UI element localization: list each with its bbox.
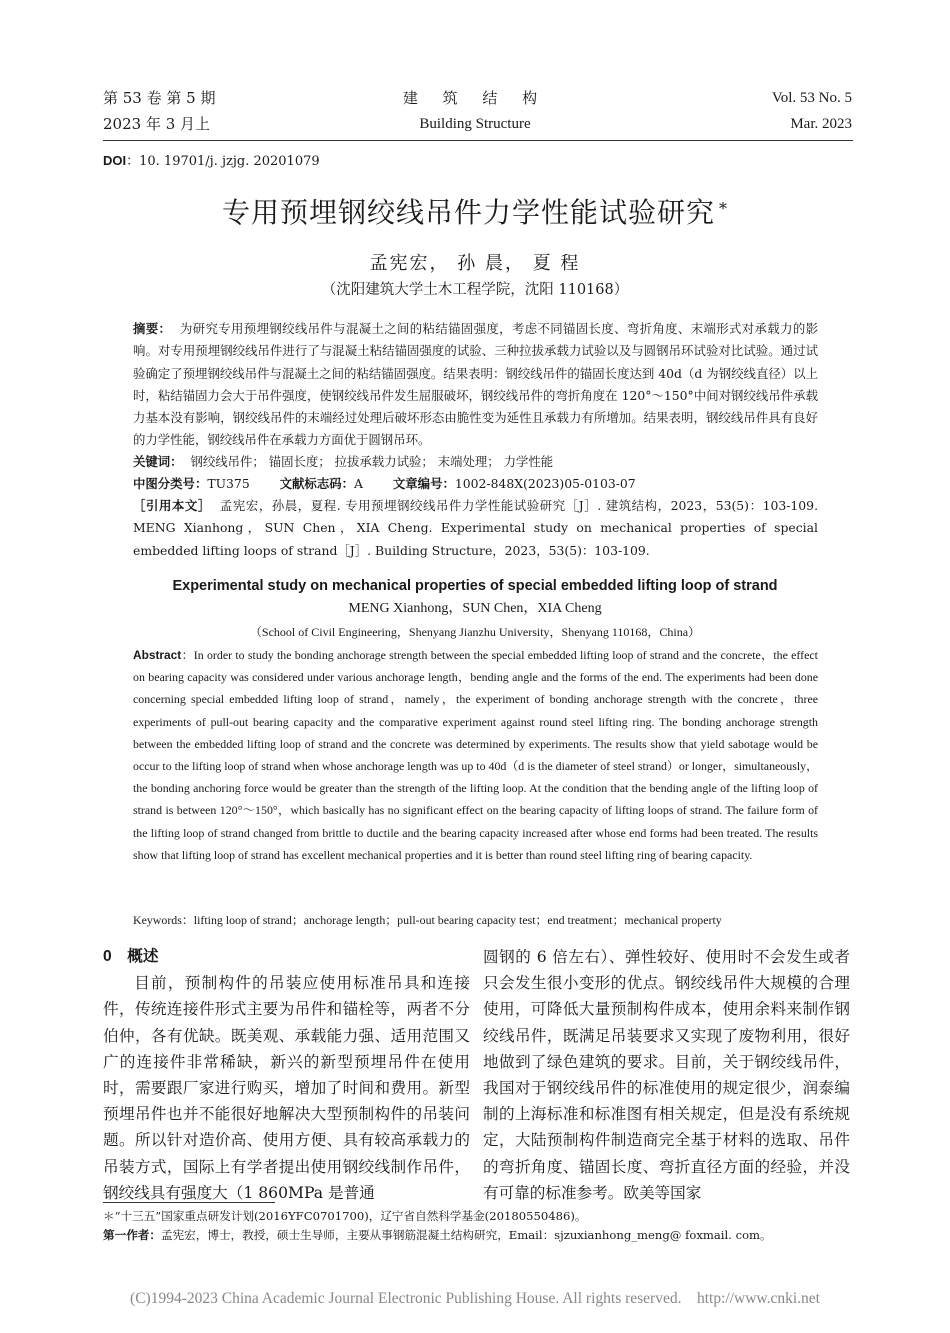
issue-date: 2023 年 3 月上 [103, 115, 211, 133]
keywords-zh-label: 关键词： [133, 455, 183, 469]
copyright-footer: (C)1994-2023 China Academic Journal Electronic Publishing House. All rights reserved. http://www.cnki.net [130, 1290, 820, 1307]
first-author-footnote [103, 1226, 863, 1245]
abstract-en-text: ：In order to study the bonding anchorage strength between the special embedded lifting loop of strand and the concrete，the effect on bearing capacity was considered under various anchorage length，bending angle and the forms of the end. The experiments had been done concerning special embedded lifting loop of strand，namely，the experiment of bonding anchorage strength with the concrete，three experiments of pull-out bearing capacity and the comparative experiment against round steel lifting ring. The bonding anchorage strength between the embedded lifting loop of strand and the concrete was determined by experiments. The results show that yield sabotage would be occur to the lifting loop of strand when whose anchorage length was up to 40d（d is the diameter of steel strand）or longer，simultaneously，the bonding anchoring force would be greater than the strength of the lifting loop. At the condition that the bending angle of the lifting loop of strand is between 120°～150°，which basically has no significant effect on the bearing capacity of lifting loops of strand. The failure form of the lifting loop of strand changed from brittle to ductile and the bearing capacity increased after whose end forms had been treated. The results show that lifting loop of strand has excellent mechanical properties and it is better than round steel lifting ring of bearing capacity. [133, 648, 818, 862]
classification [133, 474, 823, 494]
abstract-en [133, 644, 818, 866]
section-heading: 0 概述 [103, 948, 159, 965]
affiliation: （沈阳建筑大学土木工程学院，沈阳 110168） [321, 282, 629, 298]
article-number-label: 文章编号： [392, 477, 455, 491]
body-column-left [103, 944, 470, 1206]
clc-value: TU375 [207, 476, 250, 491]
first-author-label: 第一作者： [103, 1229, 161, 1242]
volume-issue: 第 53 卷 第 5 期 [103, 89, 216, 107]
citation [133, 495, 818, 562]
english-authors: MENG Xianhong，SUN Chen，XIA Cheng [348, 601, 602, 616]
title-footnote-mark: * [719, 199, 728, 218]
header-rule [103, 140, 853, 141]
article-number-value: 1002-848X(2023)05-0103-07 [454, 476, 636, 491]
fund-footnote: ＊“十三五”国家重点研发计划(2016YFC0701700)，辽宁省自然科学基金(20180550486)。 [103, 1209, 587, 1223]
body-paragraph-right: 圆钢的 6 倍左右）、弹性较好、使用时不会发生或者只会发生很小变形的优点。钢绞线吊件大规模的合理使用，可降低大量预制构件成本，使用余料来制作钢绞线吊件，既满足吊装要求又实现了废物利用，很好地做到了绿色建筑的要求。目前，关于钢绞线吊件，我国对于钢绞线吊件的标准使用的规定很少，润泰编制的上海标准和标准图有相关规定，但是没有系统规定，大陆预制构件制造商完全基于材料的选取、吊件的弯折角度、锚固长度、弯折直径方面的经验，并没有可靠的标准参考。欧美等国家 [483, 948, 850, 1202]
date-en: Mar. 2023 [790, 116, 852, 132]
paper-title-text: 专用预埋钢绞线吊件力学性能试验研究 [221, 196, 715, 229]
abstract-zh-label: 摘要： [133, 322, 172, 336]
journal-volume-en [772, 88, 852, 134]
doc-code-value: A [354, 476, 363, 491]
doi-value: ：10. 19701/j. jzjg. 20201079 [126, 154, 320, 169]
english-affiliation: （School of Civil Engineering，Shenyang Jianzhu University，Shenyang 110168，China） [249, 625, 701, 639]
abstract-zh [133, 318, 818, 452]
abstract-zh-text: 为研究专用预埋钢绞线吊件与混凝土之间的粘结锚固强度，考虑不同锚固长度、弯折角度、末端形式对承载力的影响。对专用预埋钢绞线吊件进行了与混凝土粘结锚固强度的试验、三种拉拔承载力试验以及与圆钢吊环试验对比试验。通过试验确定了预埋钢绞线吊件与混凝土之间的粘结锚固强度。结果表明：钢绞线吊件的锚固长度达到 40d（d 为钢绞线直径）以上时，粘结锚固力会大于吊件强度，使钢绞线吊件发生屈服破坏，钢绞线吊件的弯折角度在 120°～150°中间对钢绞线吊件承载力基本没有影响，钢绞线吊件的末端经过处理后破坏形态由脆性变为延性且承载力有所增加。结果表明，钢绞线吊件具有良好的力学性能，钢绞线吊件在承载力方面优于圆钢吊环。 [133, 321, 819, 448]
authors: 孟宪宏， 孙 晨， 夏 程 [369, 253, 581, 274]
journal-name-en: Building Structure [419, 116, 531, 132]
keywords-en-text: ：lifting loop of strand；anchorage length；pull-out bearing capacity test；end treatment；mechanical property [181, 913, 722, 927]
keywords-zh-text: 钢绞线吊件； 锚固长度； 拉拔承载力试验； 末端处理； 力学性能 [190, 454, 554, 469]
footnote-rule [103, 1202, 275, 1203]
keywords-zh [133, 452, 823, 472]
abstract-en-label: Abstract [133, 648, 182, 662]
keywords-en [133, 910, 833, 930]
english-title: Experimental study on mechanical properties of special embedded lifting loop of strand [172, 578, 778, 594]
doi [103, 152, 320, 171]
citation-label: ［引用本文］ [133, 499, 211, 513]
body-paragraph-left: 目前，预制构件的吊装应使用标准吊具和连接件，传统连接件形式主要为吊件和锚栓等，两者不分伯仲，各有优缺。既美观、承载能力强、适用范围又广的连接件非常稀缺，新兴的新型预埋吊件在使用时，需要跟厂家进行购买，增加了时间和费用。新型预埋吊件也并不能很好地解决大型预制构件的吊装问题。所以针对造价高、使用方便、具有较高承载力的吊装方式，国际上有学者提出使用钢绞线制作吊件，钢绞线具有强度大（1 860MPa 是普通 [103, 974, 470, 1202]
body-column-right [483, 944, 850, 1206]
doi-label: DOI [103, 153, 127, 168]
paper-title [0, 193, 950, 233]
doc-code-label: 文献标志码： [279, 477, 354, 491]
journal-name-zh: 建 筑 结 构 [402, 89, 548, 107]
clc-label: 中图分类号： [133, 477, 208, 491]
volume-en: Vol. 53 No. 5 [771, 90, 852, 106]
keywords-en-label: Keywords [133, 913, 182, 927]
citation-text: 孟宪宏，孙晨，夏程. 专用预埋钢绞线吊件力学性能试验研究［J］. 建筑结构，2023，53(5)：103-109. MENG Xianhong，SUN Chen，XIA Cheng. Experimental study on mechanical properties of special embedded lifting loops of strand［J］. Building Structure，2023，53(5)：103-109. [133, 498, 819, 558]
first-author-text: 孟宪宏，博士，教授，硕士生导师，主要从事钢筋混凝土结构研究，Email：sjzuxianhong_meng@ foxmail. com。 [160, 1228, 772, 1242]
